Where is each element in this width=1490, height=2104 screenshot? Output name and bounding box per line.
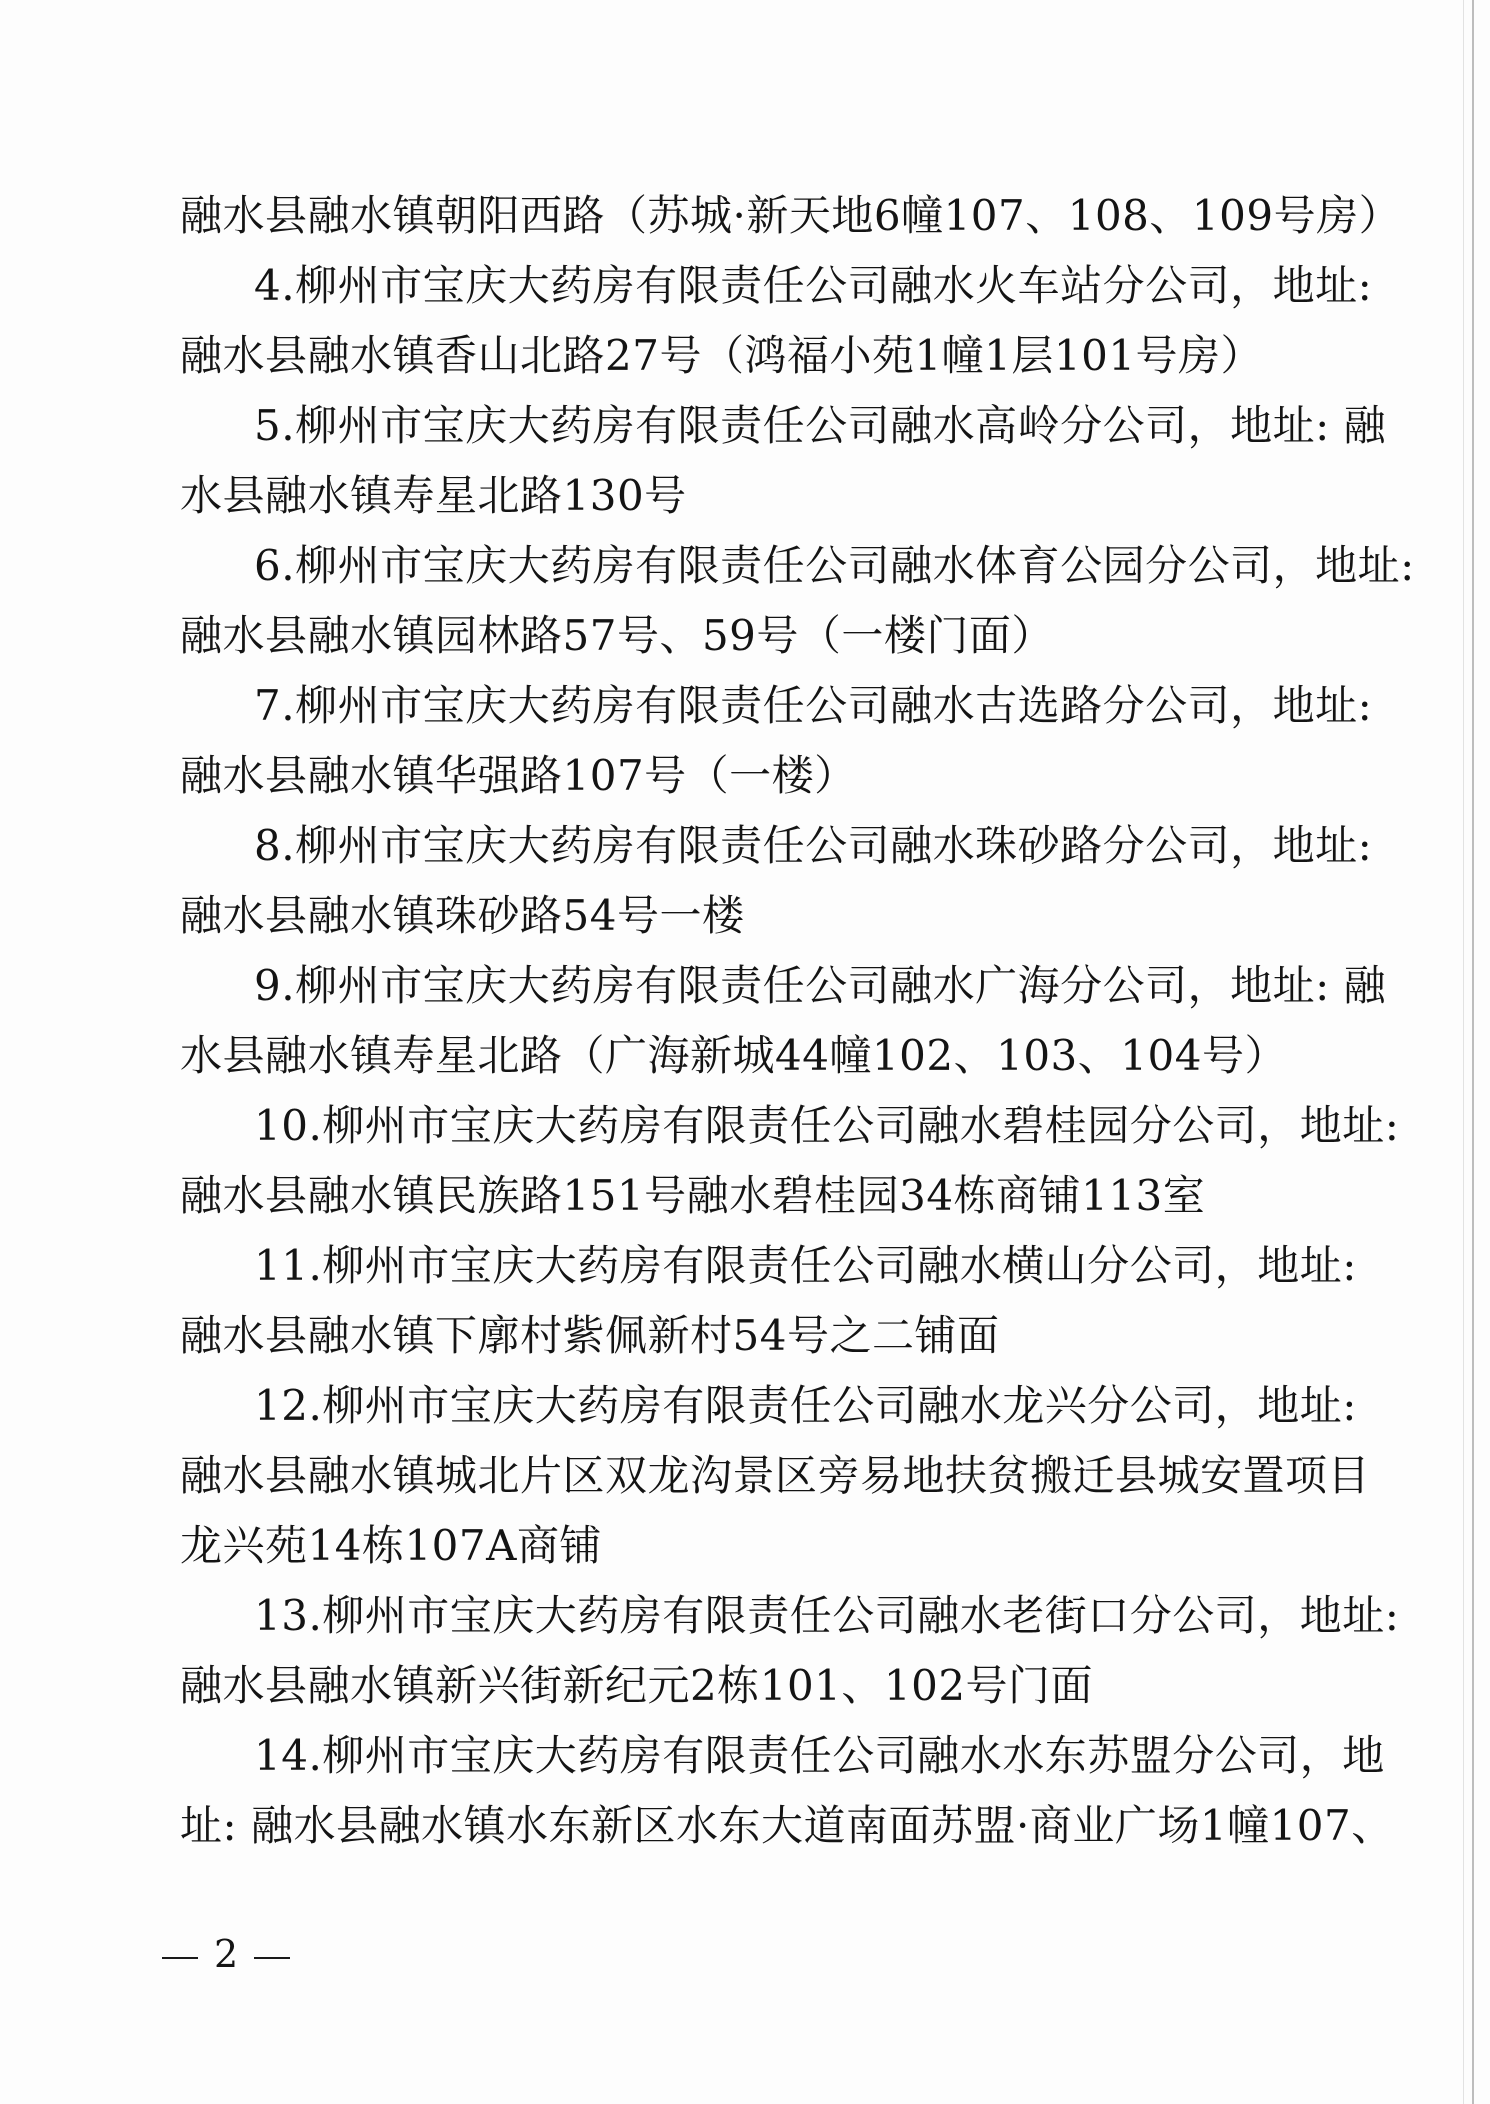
- text-line: 融水县融水镇珠砂路54号一楼: [180, 891, 745, 940]
- text-line: 水县融水镇寿星北路（广海新城44幢102、103、104号）: [180, 1031, 1287, 1080]
- scan-edge-line-secondary: [1463, 0, 1464, 2104]
- text-line: 7.柳州市宝庆大药房有限责任公司融水古选路分公司，地址:: [254, 681, 1373, 730]
- text-line: 12.柳州市宝庆大药房有限责任公司融水龙兴分公司，地址:: [254, 1381, 1357, 1430]
- text-line: 10.柳州市宝庆大药房有限责任公司融水碧桂园分公司，地址:: [254, 1101, 1400, 1150]
- text-line: 8.柳州市宝庆大药房有限责任公司融水珠砂路分公司，地址:: [254, 821, 1373, 870]
- text-line: 融水县融水镇香山北路27号（鸿福小苑1幢1层101号房）: [180, 331, 1264, 380]
- text-line: 6.柳州市宝庆大药房有限责任公司融水体育公园分公司，地址:: [254, 541, 1415, 590]
- text-line: 13.柳州市宝庆大药房有限责任公司融水老街口分公司，地址:: [254, 1591, 1400, 1640]
- footer-dash-right: [254, 1957, 290, 1959]
- page-number: 2: [214, 1932, 239, 1976]
- text-line: 14.柳州市宝庆大药房有限责任公司融水水东苏盟分公司，地: [254, 1731, 1385, 1780]
- text-line: 融水县融水镇新兴街新纪元2栋101、102号门面: [180, 1661, 1094, 1710]
- scan-edge-line: [1472, 0, 1474, 2104]
- text-line: 龙兴苑14栋107A商铺: [180, 1521, 602, 1570]
- page-footer: [162, 1928, 290, 1980]
- text-line: 9.柳州市宝庆大药房有限责任公司融水广海分公司，地址: 融: [254, 961, 1387, 1010]
- text-line: 融水县融水镇园林路57号、59号（一楼门面）: [180, 611, 1054, 660]
- text-line: 融水县融水镇朝阳西路（苏城·新天地6幢107、108、109号房）: [180, 191, 1402, 240]
- text-line: 5.柳州市宝庆大药房有限责任公司融水高岭分公司，地址: 融: [254, 401, 1387, 450]
- text-line: 址: 融水县融水镇水东新区水东大道南面苏盟·商业广场1幢107、: [180, 1801, 1394, 1850]
- text-line: 4.柳州市宝庆大药房有限责任公司融水火车站分公司，地址:: [254, 261, 1373, 310]
- text-line: 融水县融水镇城北片区双龙沟景区旁易地扶贫搬迁县城安置项目: [180, 1451, 1371, 1500]
- footer-dash-left: [162, 1957, 198, 1959]
- text-line: 融水县融水镇华强路107号（一楼）: [180, 751, 857, 800]
- text-line: 水县融水镇寿星北路130号: [180, 471, 687, 520]
- text-line: 融水县融水镇下廓村紫佩新村54号之二铺面: [180, 1311, 1000, 1360]
- text-line: 融水县融水镇民族路151号融水碧桂园34栋商铺113室: [180, 1171, 1206, 1220]
- text-line: 11.柳州市宝庆大药房有限责任公司融水横山分公司，地址:: [254, 1241, 1357, 1290]
